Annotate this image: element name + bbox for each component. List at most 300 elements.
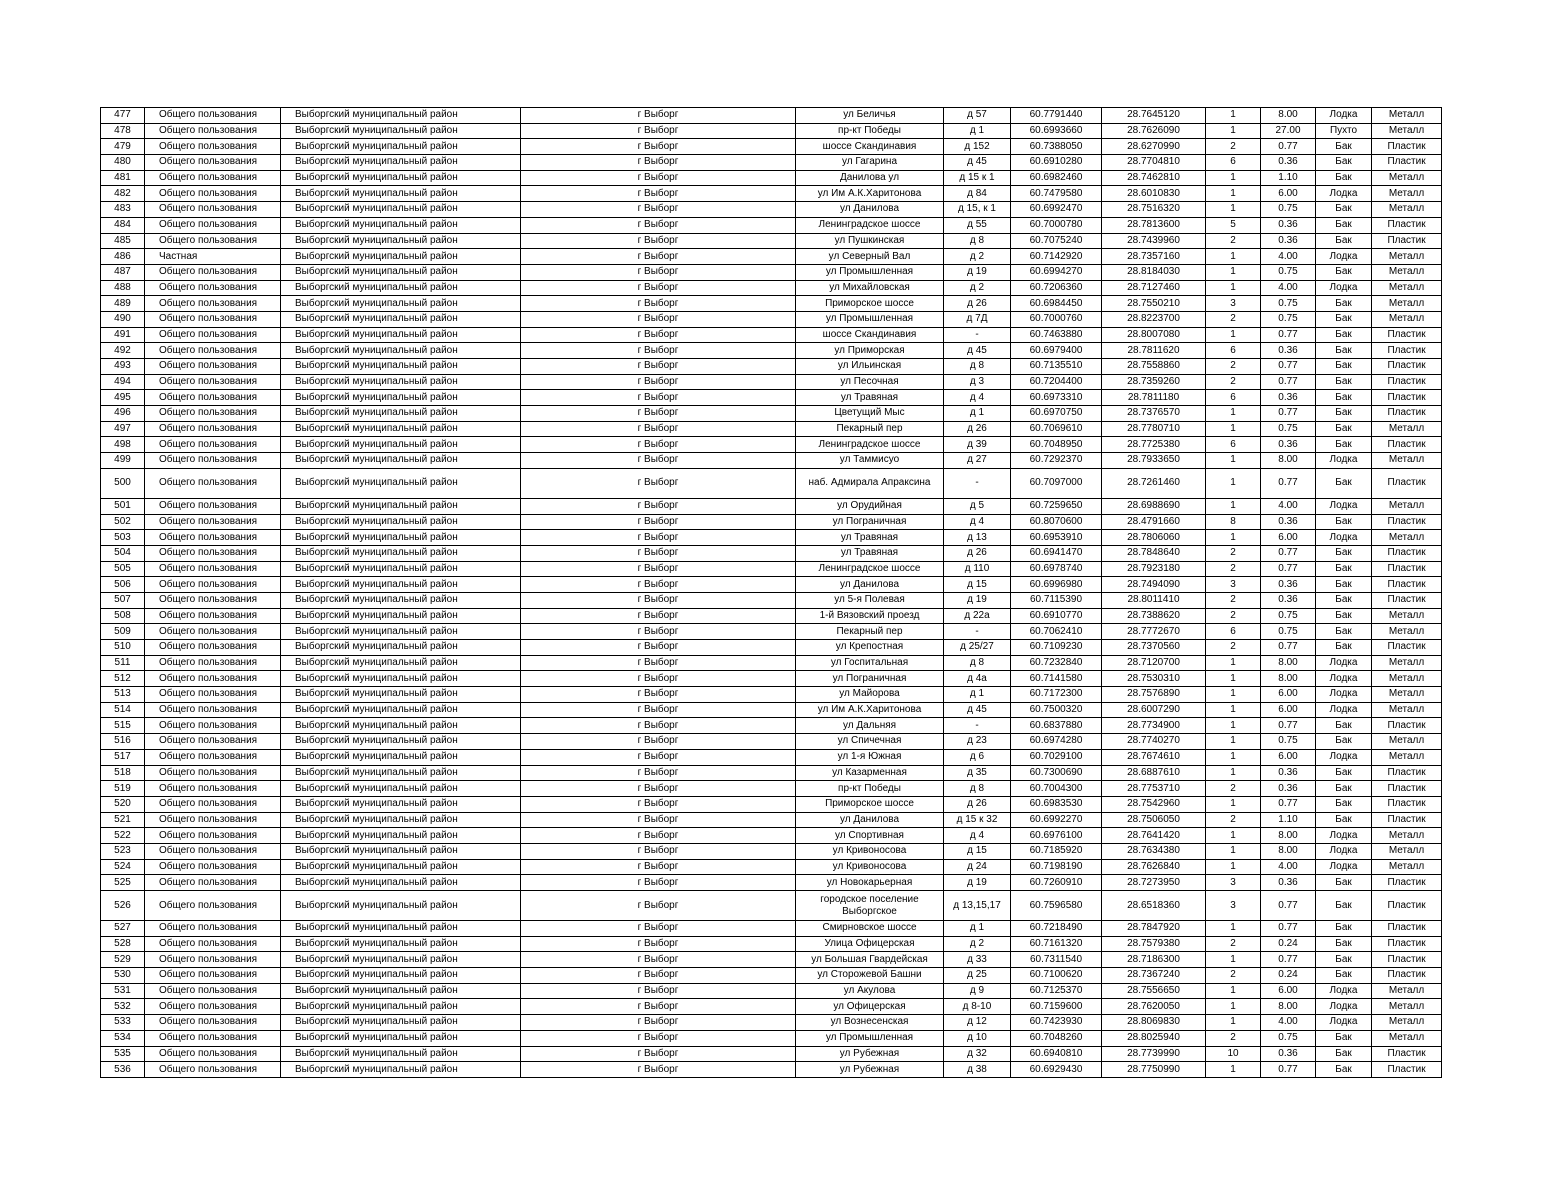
- latitude-cell: 60.7000780: [1011, 217, 1102, 233]
- city-cell: г Выборг: [521, 170, 796, 186]
- table-row: [101, 170, 1442, 186]
- container-material-cell: Пластик: [1372, 718, 1442, 734]
- container-volume-cell: 0.36: [1261, 592, 1316, 608]
- row-number-cell: 514: [101, 702, 145, 718]
- house-cell: д 84: [944, 186, 1011, 202]
- container-material-cell: Металл: [1372, 671, 1442, 687]
- latitude-cell: 60.7029100: [1011, 749, 1102, 765]
- table-row: [101, 374, 1442, 390]
- city-cell: г Выборг: [521, 749, 796, 765]
- container-material-cell: Пластик: [1372, 765, 1442, 781]
- container-count-cell: 2: [1206, 592, 1261, 608]
- container-material-cell: Пластик: [1372, 796, 1442, 812]
- table-row: [101, 280, 1442, 296]
- row-number-cell: 479: [101, 139, 145, 155]
- district-cell: Выборгский муниципальный район: [281, 859, 521, 875]
- container-kind-cell: Бак: [1316, 327, 1372, 343]
- container-volume-cell: 0.77: [1261, 952, 1316, 968]
- site-type-cell: Общего пользования: [145, 139, 281, 155]
- longitude-cell: 28.7780710: [1102, 421, 1206, 437]
- container-kind-cell: Бак: [1316, 765, 1372, 781]
- longitude-cell: 28.7530310: [1102, 671, 1206, 687]
- district-cell: Выборгский муниципальный район: [281, 530, 521, 546]
- city-cell: г Выборг: [521, 843, 796, 859]
- row-number-cell: 496: [101, 406, 145, 422]
- row-number-cell: 536: [101, 1062, 145, 1078]
- street-cell: ул Травяная: [796, 545, 944, 561]
- street-cell: ул Гагарина: [796, 155, 944, 171]
- latitude-cell: 60.7791440: [1011, 108, 1102, 124]
- container-volume-cell: 0.36: [1261, 781, 1316, 797]
- city-cell: г Выборг: [521, 1062, 796, 1078]
- site-type-cell: Общего пользования: [145, 843, 281, 859]
- container-volume-cell: 0.75: [1261, 311, 1316, 327]
- house-cell: д 25: [944, 968, 1011, 984]
- site-type-cell: Общего пользования: [145, 421, 281, 437]
- house-cell: д 6: [944, 749, 1011, 765]
- row-number-cell: 530: [101, 968, 145, 984]
- table-row: [101, 812, 1442, 828]
- container-material-cell: Пластик: [1372, 390, 1442, 406]
- site-type-cell: Общего пользования: [145, 952, 281, 968]
- table-row: [101, 640, 1442, 656]
- latitude-cell: 60.7125370: [1011, 983, 1102, 999]
- table-row: [101, 514, 1442, 530]
- container-volume-cell: 6.00: [1261, 687, 1316, 703]
- row-number-cell: 508: [101, 608, 145, 624]
- table-row: [101, 577, 1442, 593]
- longitude-cell: 28.7542960: [1102, 796, 1206, 812]
- house-cell: -: [944, 468, 1011, 498]
- row-number-cell: 489: [101, 296, 145, 312]
- latitude-cell: 60.7232840: [1011, 655, 1102, 671]
- row-number-cell: 528: [101, 936, 145, 952]
- container-kind-cell: Лодка: [1316, 671, 1372, 687]
- house-cell: д 19: [944, 875, 1011, 891]
- container-kind-cell: Бак: [1316, 1046, 1372, 1062]
- house-cell: д 1: [944, 406, 1011, 422]
- container-count-cell: 6: [1206, 437, 1261, 453]
- table-row: [101, 952, 1442, 968]
- row-number-cell: 505: [101, 561, 145, 577]
- row-number-cell: 524: [101, 859, 145, 875]
- container-volume-cell: 0.36: [1261, 217, 1316, 233]
- container-kind-cell: Бак: [1316, 608, 1372, 624]
- city-cell: г Выборг: [521, 734, 796, 750]
- site-type-cell: Общего пользования: [145, 514, 281, 530]
- container-kind-cell: Лодка: [1316, 828, 1372, 844]
- container-volume-cell: 0.24: [1261, 936, 1316, 952]
- longitude-cell: 28.7261460: [1102, 468, 1206, 498]
- container-volume-cell: 0.36: [1261, 577, 1316, 593]
- house-cell: д 15: [944, 577, 1011, 593]
- site-type-cell: Общего пользования: [145, 921, 281, 937]
- house-cell: д 7Д: [944, 311, 1011, 327]
- container-kind-cell: Бак: [1316, 921, 1372, 937]
- container-volume-cell: 8.00: [1261, 108, 1316, 124]
- container-count-cell: 1: [1206, 983, 1261, 999]
- site-type-cell: Общего пользования: [145, 468, 281, 498]
- house-cell: д 4а: [944, 671, 1011, 687]
- row-number-cell: 497: [101, 421, 145, 437]
- district-cell: Выборгский муниципальный район: [281, 327, 521, 343]
- container-material-cell: Металл: [1372, 108, 1442, 124]
- latitude-cell: 60.7109230: [1011, 640, 1102, 656]
- street-cell: ул Травяная: [796, 390, 944, 406]
- city-cell: г Выборг: [521, 1015, 796, 1031]
- district-cell: Выборгский муниципальный район: [281, 592, 521, 608]
- site-type-cell: Общего пользования: [145, 655, 281, 671]
- container-kind-cell: Лодка: [1316, 186, 1372, 202]
- container-volume-cell: 4.00: [1261, 1015, 1316, 1031]
- latitude-cell: 60.7259650: [1011, 498, 1102, 514]
- city-cell: г Выборг: [521, 498, 796, 514]
- city-cell: г Выборг: [521, 202, 796, 218]
- container-kind-cell: Бак: [1316, 359, 1372, 375]
- city-cell: г Выборг: [521, 186, 796, 202]
- table-row: [101, 875, 1442, 891]
- row-number-cell: 495: [101, 390, 145, 406]
- street-cell: ул Вознесенская: [796, 1015, 944, 1031]
- row-number-cell: 525: [101, 875, 145, 891]
- house-cell: д 1: [944, 921, 1011, 937]
- street-cell: Данилова ул: [796, 170, 944, 186]
- container-count-cell: 2: [1206, 968, 1261, 984]
- latitude-cell: 60.7311540: [1011, 952, 1102, 968]
- container-count-cell: 1: [1206, 280, 1261, 296]
- container-volume-cell: 0.36: [1261, 514, 1316, 530]
- container-kind-cell: Бак: [1316, 1062, 1372, 1078]
- latitude-cell: 60.6940810: [1011, 1046, 1102, 1062]
- longitude-cell: 28.7739990: [1102, 1046, 1206, 1062]
- container-material-cell: Пластик: [1372, 155, 1442, 171]
- container-kind-cell: Лодка: [1316, 249, 1372, 265]
- container-count-cell: 1: [1206, 264, 1261, 280]
- container-volume-cell: 6.00: [1261, 186, 1316, 202]
- site-type-cell: Общего пользования: [145, 968, 281, 984]
- site-type-cell: Общего пользования: [145, 608, 281, 624]
- house-cell: д 55: [944, 217, 1011, 233]
- latitude-cell: 60.6929430: [1011, 1062, 1102, 1078]
- container-volume-cell: 0.75: [1261, 264, 1316, 280]
- container-count-cell: 1: [1206, 655, 1261, 671]
- container-volume-cell: 0.77: [1261, 139, 1316, 155]
- latitude-cell: 60.7159600: [1011, 999, 1102, 1015]
- container-kind-cell: Бак: [1316, 734, 1372, 750]
- site-type-cell: Общего пользования: [145, 640, 281, 656]
- site-type-cell: Общего пользования: [145, 437, 281, 453]
- table-row: [101, 123, 1442, 139]
- district-cell: Выборгский муниципальный район: [281, 999, 521, 1015]
- table-row: [101, 108, 1442, 124]
- table-row: [101, 608, 1442, 624]
- site-type-cell: Общего пользования: [145, 170, 281, 186]
- container-count-cell: 6: [1206, 390, 1261, 406]
- container-material-cell: Металл: [1372, 280, 1442, 296]
- row-number-cell: 506: [101, 577, 145, 593]
- container-material-cell: Металл: [1372, 453, 1442, 469]
- container-volume-cell: 8.00: [1261, 828, 1316, 844]
- container-count-cell: 8: [1206, 514, 1261, 530]
- district-cell: Выборгский муниципальный район: [281, 828, 521, 844]
- container-count-cell: 1: [1206, 687, 1261, 703]
- latitude-cell: 60.6941470: [1011, 545, 1102, 561]
- latitude-cell: 60.7292370: [1011, 453, 1102, 469]
- street-cell: ул Травяная: [796, 530, 944, 546]
- container-count-cell: 1: [1206, 749, 1261, 765]
- row-number-cell: 516: [101, 734, 145, 750]
- longitude-cell: 28.6518360: [1102, 891, 1206, 921]
- site-type-cell: Общего пользования: [145, 859, 281, 875]
- row-number-cell: 512: [101, 671, 145, 687]
- container-material-cell: Металл: [1372, 859, 1442, 875]
- table-row: [101, 968, 1442, 984]
- container-material-cell: Металл: [1372, 311, 1442, 327]
- street-cell: ул Казарменная: [796, 765, 944, 781]
- site-type-cell: Общего пользования: [145, 781, 281, 797]
- container-kind-cell: Бак: [1316, 1030, 1372, 1046]
- house-cell: д 15: [944, 843, 1011, 859]
- district-cell: Выборгский муниципальный район: [281, 655, 521, 671]
- longitude-cell: 28.8069830: [1102, 1015, 1206, 1031]
- container-count-cell: 1: [1206, 734, 1261, 750]
- container-material-cell: Пластик: [1372, 875, 1442, 891]
- container-material-cell: Металл: [1372, 186, 1442, 202]
- container-kind-cell: Бак: [1316, 468, 1372, 498]
- container-material-cell: Пластик: [1372, 561, 1442, 577]
- container-kind-cell: Бак: [1316, 390, 1372, 406]
- row-number-cell: 488: [101, 280, 145, 296]
- city-cell: г Выборг: [521, 311, 796, 327]
- latitude-cell: 60.7198190: [1011, 859, 1102, 875]
- street-cell: ул Кривоносова: [796, 843, 944, 859]
- street-cell: Цветущий Мыс: [796, 406, 944, 422]
- house-cell: д 26: [944, 796, 1011, 812]
- longitude-cell: 28.7370560: [1102, 640, 1206, 656]
- district-cell: Выборгский муниципальный район: [281, 624, 521, 640]
- longitude-cell: 28.7439960: [1102, 233, 1206, 249]
- house-cell: д 2: [944, 280, 1011, 296]
- district-cell: Выборгский муниципальный район: [281, 702, 521, 718]
- street-cell: ул Песочная: [796, 374, 944, 390]
- container-material-cell: Металл: [1372, 249, 1442, 265]
- latitude-cell: 60.7100620: [1011, 968, 1102, 984]
- latitude-cell: 60.8070600: [1011, 514, 1102, 530]
- container-material-cell: Пластик: [1372, 921, 1442, 937]
- container-kind-cell: Бак: [1316, 781, 1372, 797]
- site-type-cell: Общего пользования: [145, 749, 281, 765]
- container-volume-cell: 0.77: [1261, 891, 1316, 921]
- longitude-cell: 28.8007080: [1102, 327, 1206, 343]
- house-cell: д 1: [944, 123, 1011, 139]
- longitude-cell: 28.7811620: [1102, 343, 1206, 359]
- district-cell: Выборгский муниципальный район: [281, 374, 521, 390]
- row-number-cell: 480: [101, 155, 145, 171]
- street-cell: шоссе Скандинавия: [796, 139, 944, 155]
- latitude-cell: 60.6974280: [1011, 734, 1102, 750]
- table-row: [101, 687, 1442, 703]
- house-cell: д 24: [944, 859, 1011, 875]
- street-cell: ул Сторожевой Башни: [796, 968, 944, 984]
- latitude-cell: 60.7596580: [1011, 891, 1102, 921]
- longitude-cell: 28.6887610: [1102, 765, 1206, 781]
- city-cell: г Выборг: [521, 718, 796, 734]
- container-count-cell: 1: [1206, 999, 1261, 1015]
- table-row: [101, 545, 1442, 561]
- container-kind-cell: Бак: [1316, 936, 1372, 952]
- district-cell: Выборгский муниципальный район: [281, 249, 521, 265]
- district-cell: Выборгский муниципальный район: [281, 843, 521, 859]
- row-number-cell: 477: [101, 108, 145, 124]
- container-kind-cell: Лодка: [1316, 498, 1372, 514]
- district-cell: Выборгский муниципальный район: [281, 875, 521, 891]
- container-sites-table: [100, 107, 1442, 1078]
- city-cell: г Выборг: [521, 655, 796, 671]
- house-cell: д 25/27: [944, 640, 1011, 656]
- district-cell: Выборгский муниципальный район: [281, 311, 521, 327]
- row-number-cell: 523: [101, 843, 145, 859]
- row-number-cell: 491: [101, 327, 145, 343]
- container-count-cell: 1: [1206, 765, 1261, 781]
- container-volume-cell: 0.77: [1261, 359, 1316, 375]
- city-cell: г Выборг: [521, 765, 796, 781]
- row-number-cell: 487: [101, 264, 145, 280]
- site-type-cell: Общего пользования: [145, 327, 281, 343]
- container-material-cell: Пластик: [1372, 640, 1442, 656]
- container-kind-cell: Лодка: [1316, 1015, 1372, 1031]
- longitude-cell: 28.8223700: [1102, 311, 1206, 327]
- container-count-cell: 1: [1206, 327, 1261, 343]
- district-cell: Выборгский муниципальный район: [281, 608, 521, 624]
- house-cell: д 19: [944, 592, 1011, 608]
- city-cell: г Выборг: [521, 983, 796, 999]
- latitude-cell: 60.7142920: [1011, 249, 1102, 265]
- table-row: [101, 781, 1442, 797]
- table-row: [101, 671, 1442, 687]
- table-row: [101, 1046, 1442, 1062]
- row-number-cell: 535: [101, 1046, 145, 1062]
- district-cell: Выборгский муниципальный район: [281, 561, 521, 577]
- container-material-cell: Пластик: [1372, 781, 1442, 797]
- container-kind-cell: Бак: [1316, 202, 1372, 218]
- container-kind-cell: Бак: [1316, 577, 1372, 593]
- table-row: [101, 468, 1442, 498]
- street-cell: Смирновское шоссе: [796, 921, 944, 937]
- container-count-cell: 3: [1206, 875, 1261, 891]
- site-type-cell: Общего пользования: [145, 765, 281, 781]
- district-cell: Выборгский муниципальный район: [281, 437, 521, 453]
- latitude-cell: 60.6996980: [1011, 577, 1102, 593]
- city-cell: г Выборг: [521, 437, 796, 453]
- longitude-cell: 28.7725380: [1102, 437, 1206, 453]
- street-cell: ул Приморская: [796, 343, 944, 359]
- table-row: [101, 749, 1442, 765]
- table-row: [101, 453, 1442, 469]
- longitude-cell: 28.7704810: [1102, 155, 1206, 171]
- house-cell: д 22а: [944, 608, 1011, 624]
- city-cell: г Выборг: [521, 592, 796, 608]
- longitude-cell: 28.7645120: [1102, 108, 1206, 124]
- street-cell: ул Промышленная: [796, 311, 944, 327]
- container-volume-cell: 1.10: [1261, 812, 1316, 828]
- row-number-cell: 481: [101, 170, 145, 186]
- site-type-cell: Общего пользования: [145, 280, 281, 296]
- row-number-cell: 533: [101, 1015, 145, 1031]
- container-count-cell: 10: [1206, 1046, 1261, 1062]
- container-kind-cell: Лодка: [1316, 280, 1372, 296]
- latitude-cell: 60.7135510: [1011, 359, 1102, 375]
- container-volume-cell: 0.36: [1261, 155, 1316, 171]
- table-row: [101, 999, 1442, 1015]
- street-cell: Ленинградское шоссе: [796, 561, 944, 577]
- city-cell: г Выборг: [521, 875, 796, 891]
- row-number-cell: 484: [101, 217, 145, 233]
- site-type-cell: Общего пользования: [145, 1015, 281, 1031]
- street-cell: пр-кт Победы: [796, 781, 944, 797]
- site-type-cell: Общего пользования: [145, 702, 281, 718]
- longitude-cell: 28.6988690: [1102, 498, 1206, 514]
- latitude-cell: 60.6976100: [1011, 828, 1102, 844]
- container-volume-cell: 4.00: [1261, 498, 1316, 514]
- city-cell: г Выборг: [521, 781, 796, 797]
- row-number-cell: 492: [101, 343, 145, 359]
- site-type-cell: Общего пользования: [145, 875, 281, 891]
- street-cell: Пекарный пер: [796, 624, 944, 640]
- longitude-cell: 28.8184030: [1102, 264, 1206, 280]
- longitude-cell: 28.6010830: [1102, 186, 1206, 202]
- site-type-cell: Общего пользования: [145, 796, 281, 812]
- latitude-cell: 60.6984450: [1011, 296, 1102, 312]
- street-cell: ул Беличья: [796, 108, 944, 124]
- row-number-cell: 534: [101, 1030, 145, 1046]
- container-volume-cell: 0.77: [1261, 561, 1316, 577]
- house-cell: д 27: [944, 453, 1011, 469]
- container-volume-cell: 8.00: [1261, 843, 1316, 859]
- district-cell: Выборгский муниципальный район: [281, 468, 521, 498]
- container-count-cell: 6: [1206, 624, 1261, 640]
- street-cell: ул Данилова: [796, 202, 944, 218]
- container-material-cell: Пластик: [1372, 437, 1442, 453]
- container-kind-cell: Бак: [1316, 437, 1372, 453]
- site-type-cell: Общего пользования: [145, 624, 281, 640]
- city-cell: г Выборг: [521, 671, 796, 687]
- container-count-cell: 2: [1206, 1030, 1261, 1046]
- street-cell: ул Данилова: [796, 812, 944, 828]
- row-number-cell: 503: [101, 530, 145, 546]
- district-cell: Выборгский муниципальный район: [281, 1062, 521, 1078]
- street-cell: ул Спичечная: [796, 734, 944, 750]
- house-cell: д 26: [944, 296, 1011, 312]
- container-count-cell: 3: [1206, 891, 1261, 921]
- city-cell: г Выборг: [521, 123, 796, 139]
- container-count-cell: 1: [1206, 952, 1261, 968]
- longitude-cell: 28.7120700: [1102, 655, 1206, 671]
- container-kind-cell: Лодка: [1316, 702, 1372, 718]
- table-row: [101, 327, 1442, 343]
- container-kind-cell: Бак: [1316, 217, 1372, 233]
- row-number-cell: 527: [101, 921, 145, 937]
- site-type-cell: Общего пользования: [145, 828, 281, 844]
- longitude-cell: 28.7127460: [1102, 280, 1206, 296]
- row-number-cell: 490: [101, 311, 145, 327]
- container-kind-cell: Лодка: [1316, 687, 1372, 703]
- house-cell: д 45: [944, 155, 1011, 171]
- container-volume-cell: 0.77: [1261, 1062, 1316, 1078]
- container-volume-cell: 6.00: [1261, 530, 1316, 546]
- container-material-cell: Пластик: [1372, 592, 1442, 608]
- container-count-cell: 1: [1206, 498, 1261, 514]
- longitude-cell: 28.7558860: [1102, 359, 1206, 375]
